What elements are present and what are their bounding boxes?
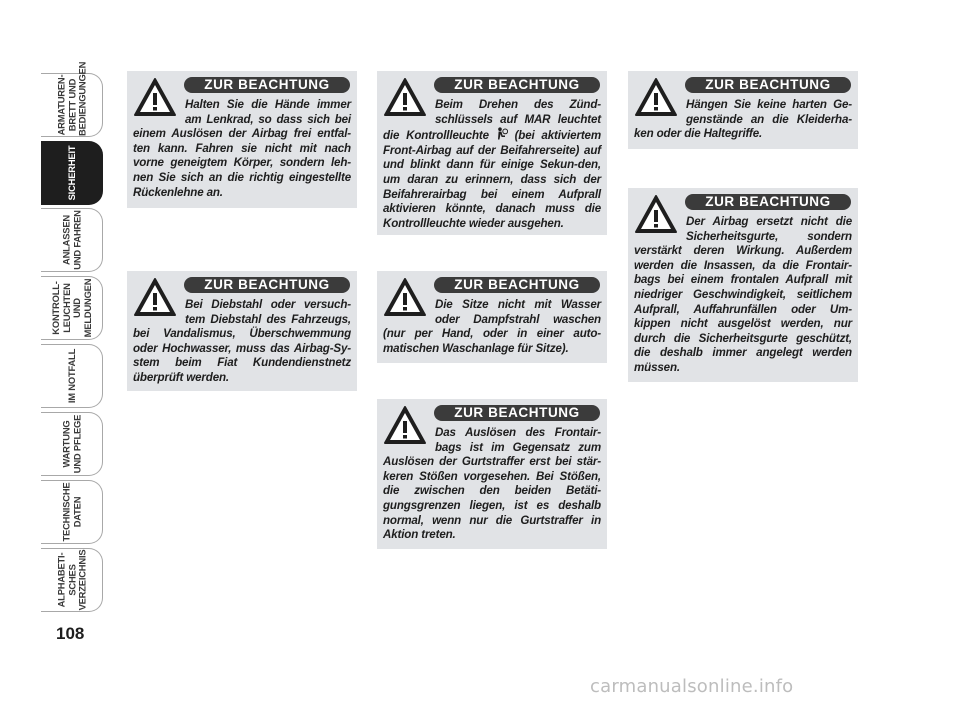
- warning-box: [377, 399, 607, 549]
- warning-box: [377, 271, 607, 363]
- tab-im-notfall[interactable]: IM NOTFALL: [41, 344, 103, 408]
- watermark: carmanualsonline.info: [590, 676, 794, 697]
- warning-text: Bei Diebstahl oder versuch-tem Diebstahl des Fahrzeugs, bei Vandalismus, Überschwemmung oder Hochwasser, muss das Airbag-Sy-stem beim Fiat Kundendienstnetz überprüft werden.: [133, 298, 351, 384]
- warning-header: ZUR BEACHTUNG: [434, 405, 600, 421]
- airbag-warning-light-icon: [496, 127, 508, 140]
- warning-header: ZUR BEACHTUNG: [434, 277, 600, 293]
- tab-sicherheit[interactable]: SICHERHEIT: [41, 141, 103, 205]
- warning-box: [628, 71, 858, 149]
- tab-wartung[interactable]: WARTUNG UND PFLEGE: [41, 412, 103, 476]
- warning-header: ZUR BEACHTUNG: [184, 277, 350, 293]
- warning-text: Die Sitze nicht mit Wasser oder Dampfstrahl waschen (nur per Hand, oder in einer auto-matischen Waschanlage für Sitze).: [383, 298, 601, 355]
- warning-text-start: Beim Drehen des Zünd-schlüssels auf MAR leuchtet die Kontrollleuchte: [383, 98, 601, 143]
- warning-header: ZUR BEACHTUNG: [184, 77, 350, 93]
- warning-box: [377, 71, 607, 235]
- warning-text: Halten Sie die Hände immer am Lenkrad, so dass sich bei einem Auslösen der Airbag frei entfal-ten kann. Fahren sie nicht mit nach vorne geneigtem Körper, sondern leh-nen Sie sich an die richtig eingestellte Rückenlehne an.: [133, 98, 351, 199]
- warning-header: ZUR BEACHTUNG: [434, 77, 600, 93]
- warning-text: Der Airbag ersetzt nicht die Sicherheitsgurte, sondern verstärkt deren Wirkung. Außerdem werden die Insassen, da die Frontair-bags bei einem frontalen Aufprall mit niedriger Geschwindigkeit, seitlichem Aufprall, Auffahrunfällen oder Um-kippen nicht ausgelöst werden, nur durch die Sicherheitsgurte geschützt, die deshalb immer angelegt werden müssen.: [634, 215, 852, 374]
- warning-box: [628, 188, 858, 382]
- tab-anlassen[interactable]: ANLASSEN UND FAHREN: [41, 208, 103, 272]
- warning-header: ZUR BEACHTUNG: [685, 77, 851, 93]
- tab-armaturenbrett[interactable]: ARMATUREN- BRETT UND BEDIENGUNGEN: [41, 73, 103, 137]
- tab-kontrollleuchten[interactable]: KONTROLL- LEUCHTEN UND MELDUNGEN: [41, 276, 103, 340]
- warning-text: Das Auslösen des Frontair-bags ist im Gegensatz zum Auslösen der Gurtstraffer erst bei stär-keren Stößen vorgesehen. Bei Stößen, die zwischen den beiden Betäti-gungsgrenzen liegen, ist es deshalb normal, wenn nur die Gurtstraffer in Aktion treten.: [383, 426, 601, 542]
- tab-verzeichnis[interactable]: ALPHABETI- SCHES VERZEICHNIS: [41, 548, 103, 612]
- warning-text: Hängen Sie keine harten Ge-genstände an die Kleiderha-ken oder die Haltegriffe.: [634, 98, 852, 141]
- warning-box: [127, 271, 357, 391]
- tab-technische-daten[interactable]: TECHNISCHE DATEN: [41, 480, 103, 544]
- warning-box: [127, 71, 357, 208]
- warning-header: ZUR BEACHTUNG: [685, 194, 851, 210]
- warning-text-end: (bei aktiviertem Front-Airbag auf der Beifahrerseite) auf und blinkt dann für einige Sekun-den, um daran zu erinnern, dass sich der Beifahrerairbag bei einem Aufprall aktivieren könnte, danach muss die Kontrollleuchte wieder ausgehen.: [383, 129, 602, 230]
- page-number: 108: [56, 624, 85, 643]
